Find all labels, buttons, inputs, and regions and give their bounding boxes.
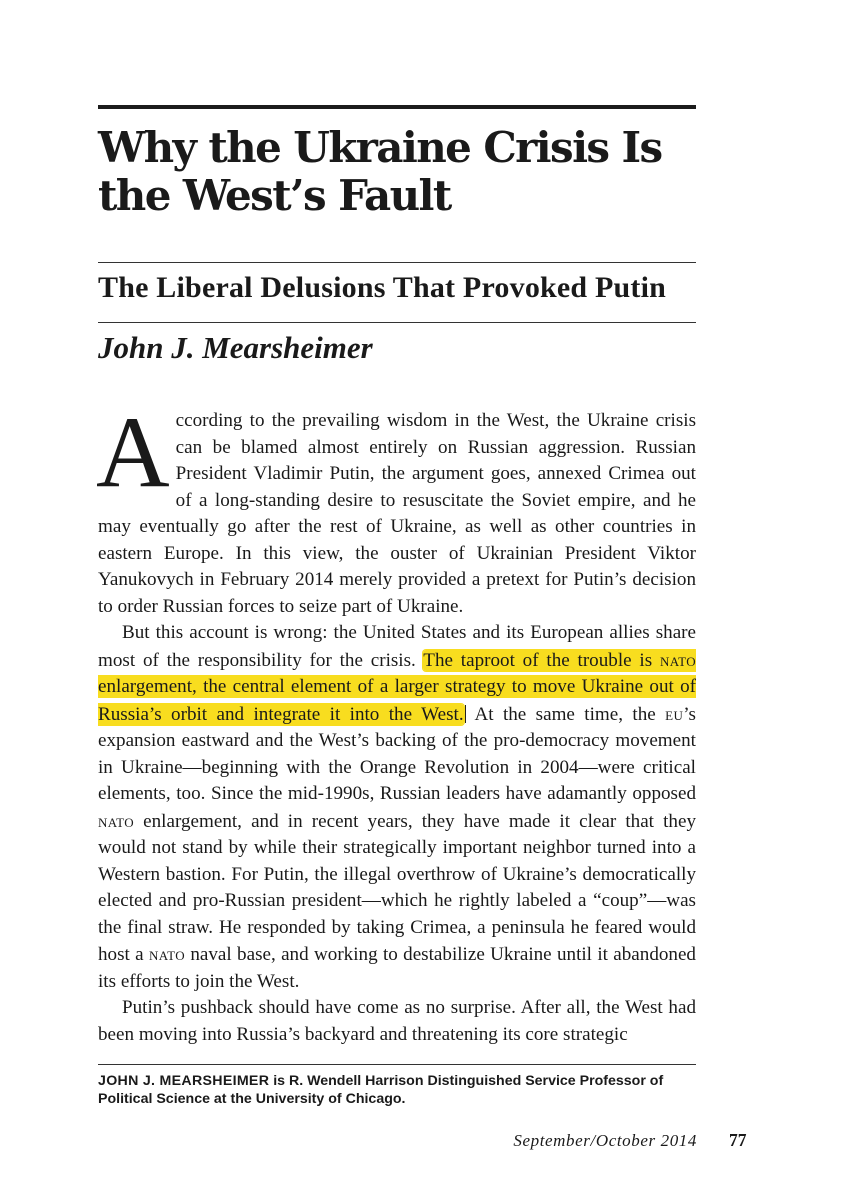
text-cursor: [465, 705, 467, 723]
article-body: [96, 396, 696, 1048]
drop-cap: A: [96, 396, 170, 509]
title-line-2: the West’s Fault: [98, 171, 451, 220]
paragraph-2-text-c: At the same time, the: [474, 703, 666, 725]
footnote-rule: [98, 1064, 696, 1065]
article-subtitle: The Liberal Delusions That Provoked Putin: [98, 271, 667, 304]
page-number: 77: [729, 1130, 747, 1150]
paragraph-3: Putin’s pushback should have come as no surprise. After all, the West had been moving into Russia’s backyard and threatening its core strategic: [98, 997, 696, 1045]
nato-acronym-2: nato: [98, 810, 135, 831]
paragraph-1: [96, 396, 696, 620]
paragraph-2: [98, 620, 696, 995]
paragraph-2-text-e: enlargement, and in recent years, they have made it clear that they would not stand by while their strategically important neighbor turned into a Western bastion. For Putin, the illegal overthrow of Ukraine’s democratically elected and pro-Russian president—which he rightly labeled a “coup”—was the final straw. He responded by taking Crimea, a peninsula he feared would host a: [98, 810, 696, 965]
top-rule: [98, 105, 696, 109]
article-title: [98, 124, 718, 220]
footnote-text: is R. Wendell Harrison Distinguished Service Professor of Political Science at the University of Chicago.: [98, 1073, 664, 1107]
subtitle-top-rule: [98, 262, 696, 263]
author-footnote: [98, 1072, 708, 1108]
paragraph-2-text-f: naval base, and working to destabilize Ukraine until it abandoned its efforts to join the West.: [98, 944, 696, 992]
paragraph-2-text-d: ’s expansion eastward and the West’s backing of the pro-democracy movement in Ukraine—beginning with the Orange Revolution in 2004—were critical elements, too. Since the mid-1990s, Russian leaders have adamantly opposed: [98, 703, 696, 804]
paragraph-1-text: ccording to the prevailing wisdom in the West, the Ukraine crisis can be blamed almost entirely on Russian aggression. Russian President Vladimir Putin, the argument goes, annexed Crimea out of a long-standing desire to resuscitate the Soviet empire, and he may eventually go after the rest of Ukraine, as well as other countries in eastern Europe. In this view, the ouster of Ukrainian President Viktor Yanukovych in February 2014 merely provided a pretext for Putin’s decision to order Russian forces to seize part of Ukraine.: [98, 410, 696, 617]
nato-acronym-3: nato: [148, 944, 186, 964]
highlight-text-a: The taproot of the trouble is: [423, 649, 660, 671]
title-line-1: Why the Ukraine Crisis Is: [98, 123, 662, 172]
paragraph-2-lead: But this account is wrong: the United States and its European allies share most of the responsibility for the crisis.: [98, 622, 696, 671]
article-author: John J. Mearsheimer: [98, 330, 373, 365]
highlight-text-b: enlargement, the central element of a larger strategy to move Ukraine out of Russia’s orbit and integrate it into the West.: [98, 676, 696, 725]
subtitle-bottom-rule: [98, 322, 696, 323]
nato-acronym: nato: [659, 649, 696, 670]
eu-acronym: eu: [665, 703, 684, 724]
footnote-author-name: JOHN J. MEARSHEIMER: [98, 1073, 270, 1089]
issue-date: September/October 2014: [513, 1131, 697, 1150]
